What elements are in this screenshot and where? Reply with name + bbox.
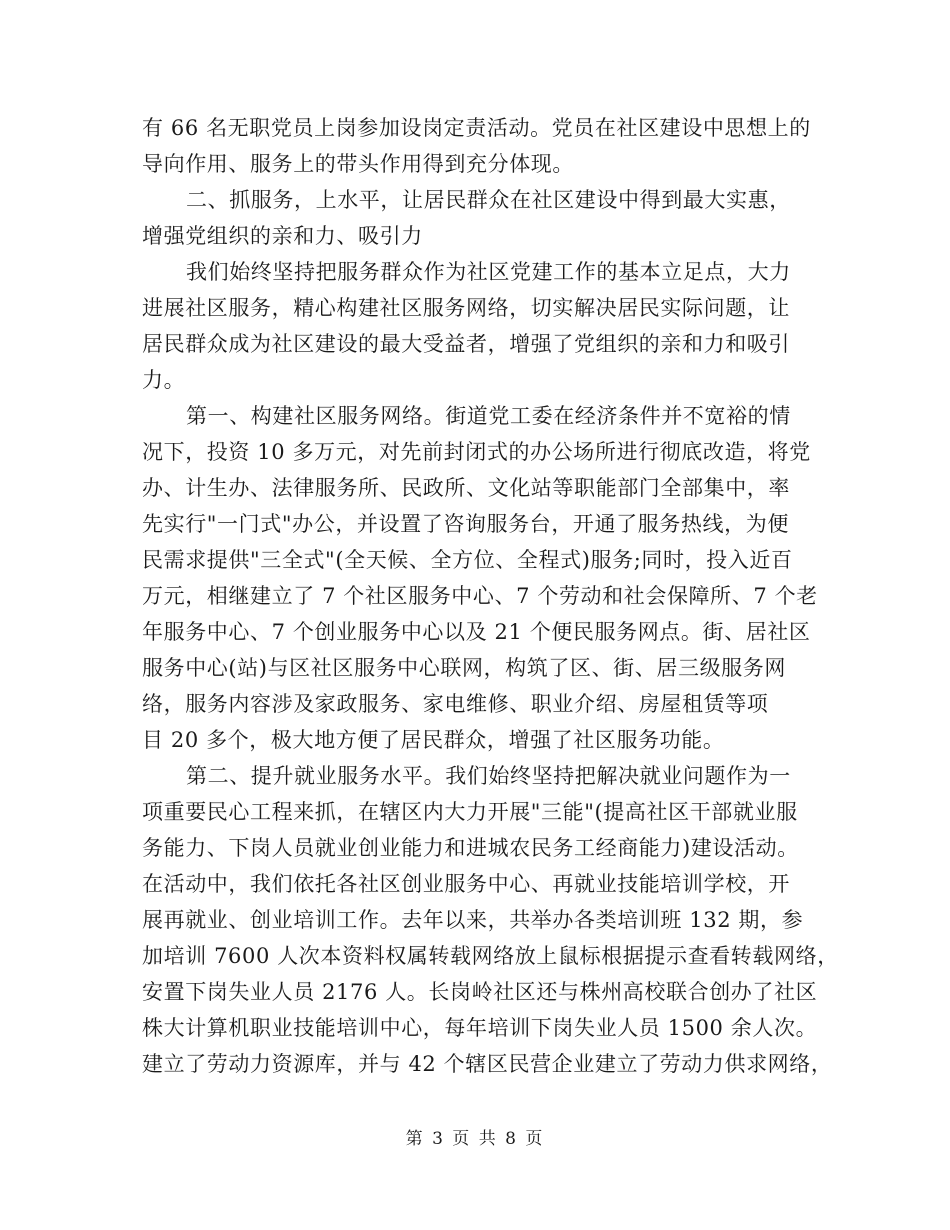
text-line: 办、计生办、法律服务所、民政所、文化站等职能部门全部集中，率 xyxy=(142,476,790,500)
paragraph-start: 第一、构建社区服务网络。街道党工委在经济条件并不宽裕的情 xyxy=(186,404,791,428)
text-line: 务能力、下岗人员就业创业能力和进城农民务工经商能力)建设活动。 xyxy=(142,836,799,860)
text-line: 络，服务内容涉及家政服务、家电维修、职业介绍、房屋租赁等项 xyxy=(142,692,769,716)
document-body xyxy=(142,110,839,1082)
text-line: 年服务中心、7 个创业服务中心以及 21 个便民服务网点。街、居社区 xyxy=(142,620,811,644)
page-number-footer: 第 3 页 共 8 页 xyxy=(405,1129,545,1149)
text-line: 安置下岗失业人员 2176 人。长岗岭社区还与株州高校联合创办了社区 xyxy=(142,980,818,1004)
text-line: 万元，相继建立了 7 个社区服务中心、7 个劳动和社会保障所、7 个老 xyxy=(142,584,818,608)
text-line: 力。 xyxy=(142,368,186,392)
section-heading: 二、抓服务，上水平，让居民群众在社区建设中得到最大实惠， xyxy=(186,188,791,212)
text-line: 目 20 多个，极大地方便了居民群众，增强了社区服务功能。 xyxy=(142,728,725,752)
text-line: 进展社区服务，精心构建社区服务网络，切实解决居民实际问题，让 xyxy=(142,296,790,320)
text-line: 先实行"一门式"办公，并设置了咨询服务台，开通了服务热线，为便 xyxy=(142,512,789,536)
paragraph-start: 我们始终坚持把服务群众作为社区党建工作的基本立足点，大力 xyxy=(186,260,791,284)
text-line: 加培训 7600 人次本资料权属转载网络放上鼠标根据提示查看转载网络， xyxy=(142,944,839,968)
text-line: 民需求提供"三全式"(全天候、全方位、全程式)服务;同时，投入近百 xyxy=(142,548,793,572)
text-line: 况下，投资 10 多万元，对先前封闭式的办公场所进行彻底改造，将党 xyxy=(142,440,811,464)
text-line: 建立了劳动力资源库，并与 42 个辖区民营企业建立了劳动力供求网络， xyxy=(142,1052,833,1076)
text-line: 服务中心(站)与区社区服务中心联网，构筑了区、街、居三级服务网 xyxy=(142,656,786,680)
text-line: 项重要民心工程来抓，在辖区内大力开展"三能"(提高社区干部就业服 xyxy=(142,800,798,824)
text-line: 展再就业、创业培训工作。去年以来，共举办各类培训班 132 期，参 xyxy=(142,908,804,932)
text-line: 株大计算机职业技能培训中心，每年培训下岗失业人员 1500 余人次。 xyxy=(142,1016,818,1040)
section-heading-continued: 增强党组织的亲和力、吸引力 xyxy=(142,224,423,248)
text-line: 居民群众成为社区建设的最大受益者，增强了党组织的亲和力和吸引 xyxy=(142,332,790,356)
text-line: 导向作用、服务上的带头作用得到充分体现。 xyxy=(142,152,574,176)
text-line: 在活动中，我们依托各社区创业服务中心、再就业技能培训学校，开 xyxy=(142,872,790,896)
text-line: 有 66 名无职党员上岗参加设岗定责活动。党员在社区建设中思想上的 xyxy=(142,116,811,140)
paragraph-start: 第二、提升就业服务水平。我们始终坚持把解决就业问题作为一 xyxy=(186,764,791,788)
